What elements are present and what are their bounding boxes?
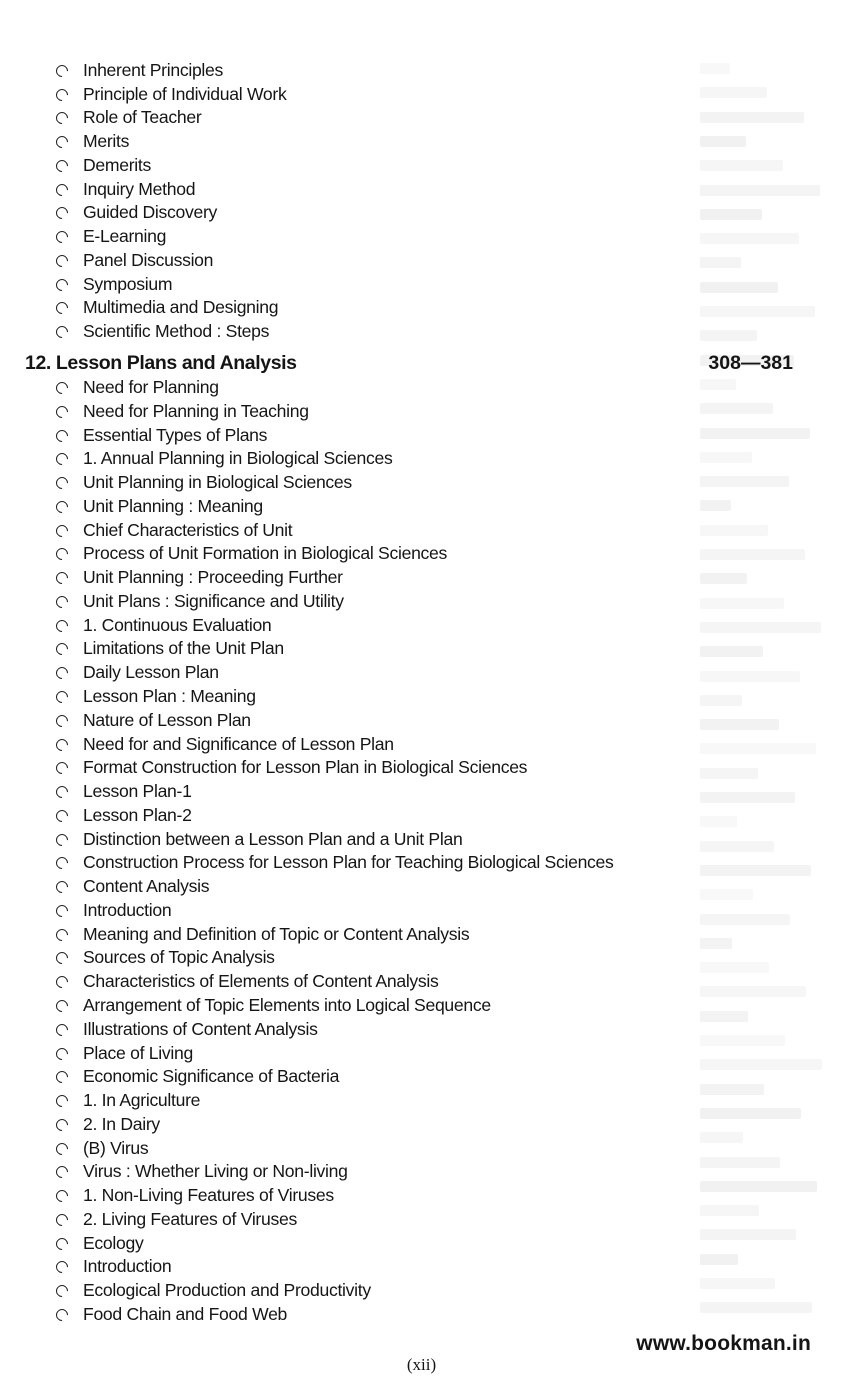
circle-bullet-icon bbox=[54, 831, 71, 848]
contents-item-label: Unit Plans : Significance and Utility bbox=[83, 590, 344, 611]
contents-item-label: Lesson Plan-2 bbox=[83, 804, 192, 825]
bleed-through-stroke bbox=[700, 136, 746, 147]
contents-item-label: 2. Living Features of Viruses bbox=[83, 1208, 297, 1229]
contents-item-label: Lesson Plan : Meaning bbox=[83, 686, 256, 706]
circle-bullet-icon bbox=[54, 593, 71, 610]
contents-item bbox=[56, 1208, 297, 1230]
circle-bullet-icon bbox=[54, 110, 71, 127]
circle-bullet-icon bbox=[54, 998, 71, 1015]
circle-bullet-icon bbox=[54, 689, 71, 706]
contents-item-label: Construction Process for Lesson Plan for Teaching Biological Sciences bbox=[83, 852, 614, 873]
contents-item-label: Essential Types of Plans bbox=[83, 424, 268, 445]
bleed-through-stroke bbox=[700, 233, 799, 244]
contents-item-label: Role of Teacher bbox=[83, 107, 202, 128]
contents-item bbox=[56, 400, 309, 422]
bleed-through-stroke bbox=[700, 112, 804, 123]
bleed-through-stroke bbox=[700, 865, 811, 876]
circle-bullet-icon bbox=[54, 427, 71, 444]
circle-bullet-icon bbox=[54, 229, 71, 246]
contents-item-label: Economic Significance of Bacteria bbox=[83, 1066, 340, 1087]
circle-bullet-icon bbox=[54, 1140, 71, 1157]
bleed-through-stroke bbox=[700, 1132, 743, 1143]
contents-item bbox=[56, 201, 217, 223]
bleed-through-stroke bbox=[700, 768, 758, 779]
contents-item bbox=[56, 661, 219, 683]
contents-item-label: Characteristics of Elements of Content Analysis bbox=[83, 971, 439, 992]
contents-item bbox=[56, 1042, 193, 1064]
contents-item-label: Sources of Topic Analysis bbox=[83, 947, 275, 968]
circle-bullet-icon bbox=[54, 1021, 71, 1038]
contents-item bbox=[56, 828, 462, 850]
circle-bullet-icon bbox=[54, 950, 71, 967]
contents-item-label: Merits bbox=[83, 131, 130, 152]
bleed-through-stroke bbox=[700, 1302, 812, 1313]
contents-item-label: Unit Planning : Proceeding Further bbox=[83, 567, 343, 588]
contents-item-label: Multimedia and Designing bbox=[83, 297, 279, 318]
contents-item-label: Limitations of the Unit Plan bbox=[83, 638, 284, 659]
bleed-through-stroke bbox=[700, 403, 773, 414]
contents-item bbox=[56, 154, 151, 176]
contents-item-label: Guided Discovery bbox=[83, 202, 218, 223]
contents-item-label: Meaning and Definition of Topic or Content Analysis bbox=[83, 923, 470, 944]
circle-bullet-icon bbox=[54, 205, 71, 222]
bleed-through-stroke bbox=[700, 63, 730, 74]
contents-item-label: Introduction bbox=[83, 1256, 172, 1277]
bleed-through-stroke bbox=[700, 1035, 785, 1046]
bleed-through-stroke bbox=[700, 500, 731, 511]
contents-item-label: Daily Lesson Plan bbox=[83, 662, 219, 683]
contents-item bbox=[56, 106, 201, 128]
page-number: (xii) bbox=[406, 1355, 437, 1374]
contents-item bbox=[56, 1065, 339, 1087]
bleed-through-stroke bbox=[700, 160, 783, 171]
bleed-through-stroke bbox=[700, 1059, 822, 1070]
contents-item-label: 1. In Agriculture bbox=[83, 1090, 201, 1111]
contents-item bbox=[56, 851, 614, 873]
contents-item bbox=[56, 376, 219, 398]
contents-item bbox=[56, 899, 171, 921]
circle-bullet-icon bbox=[54, 760, 71, 777]
bleed-through-stroke bbox=[700, 986, 806, 997]
contents-item-label: 1. Continuous Evaluation bbox=[83, 614, 272, 635]
bleed-through-stroke bbox=[700, 428, 810, 439]
contents-item-label: Nature of Lesson Plan bbox=[83, 709, 251, 730]
circle-bullet-icon bbox=[54, 1045, 71, 1062]
circle-bullet-icon bbox=[54, 157, 71, 174]
bleed-through-text bbox=[700, 55, 843, 1335]
bleed-through-stroke bbox=[700, 938, 732, 949]
bleed-through-stroke bbox=[700, 695, 742, 706]
circle-bullet-icon bbox=[54, 1164, 71, 1181]
contents-item-label: Food Chain and Food Web bbox=[83, 1304, 288, 1325]
contents-item bbox=[56, 83, 286, 105]
contents-item-label: 1. Non-Living Features of Viruses bbox=[83, 1185, 334, 1206]
bleed-through-stroke bbox=[700, 452, 752, 463]
circle-bullet-icon bbox=[54, 134, 71, 151]
contents-item bbox=[56, 1113, 160, 1135]
contents-item bbox=[56, 566, 343, 588]
contents-item-label: Place of Living bbox=[83, 1042, 193, 1063]
contents-item bbox=[56, 590, 344, 612]
bleed-through-stroke bbox=[700, 598, 784, 609]
circle-bullet-icon bbox=[54, 1188, 71, 1205]
contents-item bbox=[56, 320, 269, 342]
contents-item bbox=[56, 1303, 287, 1325]
circle-bullet-icon bbox=[54, 1259, 71, 1276]
contents-item bbox=[56, 923, 469, 945]
contents-item bbox=[56, 614, 271, 636]
bleed-through-stroke bbox=[700, 379, 736, 390]
circle-bullet-icon bbox=[54, 712, 71, 729]
contents-item bbox=[56, 946, 275, 968]
contents-item bbox=[56, 1184, 334, 1206]
circle-bullet-icon bbox=[54, 641, 71, 658]
contents-item-label: Need for and Significance of Lesson Plan bbox=[83, 733, 394, 754]
circle-bullet-icon bbox=[54, 403, 71, 420]
contents-item bbox=[56, 1279, 371, 1301]
contents-item bbox=[56, 1232, 144, 1254]
website-footer: www.bookman.in bbox=[636, 1332, 811, 1355]
contents-item bbox=[56, 804, 192, 826]
contents-item-label: 1. Annual Planning in Biological Sciences bbox=[83, 448, 393, 469]
contents-item-label: 2. In Dairy bbox=[83, 1113, 160, 1134]
contents-item-label: (B) Virus bbox=[83, 1137, 149, 1158]
contents-item bbox=[56, 780, 192, 802]
contents-item bbox=[56, 225, 166, 247]
contents-item bbox=[56, 471, 352, 493]
bleed-through-stroke bbox=[700, 1229, 796, 1240]
circle-bullet-icon bbox=[54, 926, 71, 943]
chapter-page-range: 308—381 bbox=[708, 352, 793, 374]
bleed-through-stroke bbox=[700, 719, 779, 730]
circle-bullet-icon bbox=[54, 879, 71, 896]
bleed-through-stroke bbox=[700, 962, 769, 973]
contents-item bbox=[56, 709, 251, 731]
contents-item bbox=[56, 756, 527, 778]
bleed-through-stroke bbox=[700, 306, 815, 317]
bleed-through-stroke bbox=[700, 549, 805, 560]
circle-bullet-icon bbox=[54, 1116, 71, 1133]
circle-bullet-icon bbox=[54, 498, 71, 515]
contents-item-label: Need for Planning bbox=[83, 377, 219, 397]
contents-item-label: Unit Planning in Biological Sciences bbox=[83, 472, 352, 493]
bleed-through-stroke bbox=[700, 816, 737, 827]
bleed-through-stroke bbox=[700, 1011, 748, 1022]
contents-item bbox=[56, 59, 223, 81]
contents-item bbox=[56, 178, 195, 200]
contents-item bbox=[56, 273, 172, 295]
circle-bullet-icon bbox=[54, 522, 71, 539]
contents-item bbox=[56, 1137, 148, 1159]
circle-bullet-icon bbox=[54, 1307, 71, 1324]
bleed-through-stroke bbox=[700, 622, 821, 633]
bleed-through-stroke bbox=[700, 209, 762, 220]
circle-bullet-icon bbox=[54, 1211, 71, 1228]
bleed-through-stroke bbox=[700, 330, 757, 341]
bleed-through-stroke bbox=[700, 1108, 801, 1119]
circle-bullet-icon bbox=[54, 300, 71, 317]
bleed-through-stroke bbox=[700, 282, 778, 293]
contents-item-label: Illustrations of Content Analysis bbox=[83, 1018, 318, 1039]
circle-bullet-icon bbox=[54, 546, 71, 563]
contents-item-label: Distinction between a Lesson Plan and a Unit Plan bbox=[83, 828, 463, 849]
contents-item bbox=[56, 875, 209, 897]
bleed-through-stroke bbox=[700, 525, 768, 536]
contents-item-label: Scientific Method : Steps bbox=[83, 321, 270, 342]
bleed-through-stroke bbox=[700, 1278, 775, 1289]
circle-bullet-icon bbox=[54, 807, 71, 824]
contents-item bbox=[56, 519, 292, 541]
contents-item-label: Virus : Whether Living or Non-living bbox=[83, 1161, 348, 1182]
circle-bullet-icon bbox=[54, 1283, 71, 1300]
contents-item bbox=[56, 542, 447, 564]
contents-item bbox=[56, 1160, 348, 1182]
contents-item bbox=[56, 1018, 318, 1040]
chapter-title: 12. Lesson Plans and Analysis bbox=[25, 352, 297, 374]
bleed-through-stroke bbox=[700, 476, 789, 487]
contents-item bbox=[56, 970, 439, 992]
contents-item-label: Chief Characteristics of Unit bbox=[83, 519, 293, 540]
bleed-through-stroke bbox=[700, 841, 774, 852]
bleed-through-stroke bbox=[700, 1254, 738, 1265]
contents-item-label: Process of Unit Formation in Biological Sciences bbox=[83, 543, 448, 564]
contents-item-label: E-Learning bbox=[83, 226, 167, 247]
circle-bullet-icon bbox=[54, 974, 71, 991]
circle-bullet-icon bbox=[54, 181, 71, 198]
bleed-through-stroke bbox=[700, 1157, 780, 1168]
bleed-through-stroke bbox=[700, 792, 795, 803]
contents-item-label: Inherent Principles bbox=[83, 60, 224, 80]
circle-bullet-icon bbox=[54, 665, 71, 682]
bleed-through-stroke bbox=[700, 1084, 764, 1095]
contents-item-label: Principle of Individual Work bbox=[83, 83, 287, 104]
contents-item bbox=[56, 685, 256, 707]
contents-item bbox=[56, 994, 491, 1016]
circle-bullet-icon bbox=[54, 902, 71, 919]
circle-bullet-icon bbox=[54, 252, 71, 269]
contents-item-label: Content Analysis bbox=[83, 876, 210, 897]
contents-item bbox=[56, 296, 278, 318]
circle-bullet-icon bbox=[54, 855, 71, 872]
bleed-through-stroke bbox=[700, 573, 747, 584]
contents-item-label: Format Construction for Lesson Plan in Biological Sciences bbox=[83, 757, 528, 778]
contents-item bbox=[56, 249, 213, 271]
contents-item-label: Symposium bbox=[83, 273, 173, 294]
contents-item bbox=[56, 495, 263, 517]
contents-item bbox=[56, 447, 393, 469]
contents-item-label: Inquiry Method bbox=[83, 178, 196, 199]
circle-bullet-icon bbox=[54, 1093, 71, 1110]
contents-item bbox=[56, 1255, 171, 1277]
contents-item-label: Arrangement of Topic Elements into Logical Sequence bbox=[83, 995, 491, 1016]
circle-bullet-icon bbox=[54, 451, 71, 468]
contents-item-label: Introduction bbox=[83, 899, 172, 920]
contents-item-label: Demerits bbox=[83, 154, 151, 175]
circle-bullet-icon bbox=[54, 86, 71, 103]
circle-bullet-icon bbox=[54, 617, 71, 634]
bleed-through-stroke bbox=[700, 257, 741, 268]
contents-item-label: Lesson Plan-1 bbox=[83, 781, 192, 802]
circle-bullet-icon bbox=[54, 570, 71, 587]
contents-item bbox=[56, 424, 267, 446]
contents-item bbox=[56, 637, 284, 659]
bleed-through-stroke bbox=[700, 889, 753, 900]
contents-item bbox=[56, 130, 129, 152]
bleed-through-stroke bbox=[700, 185, 820, 196]
circle-bullet-icon bbox=[54, 276, 71, 293]
circle-bullet-icon bbox=[54, 475, 71, 492]
bleed-through-stroke bbox=[700, 914, 790, 925]
circle-bullet-icon bbox=[54, 1235, 71, 1252]
bleed-through-stroke bbox=[700, 1205, 759, 1216]
contents-item-label: Ecology bbox=[83, 1232, 144, 1253]
contents-item bbox=[56, 1089, 200, 1111]
bleed-through-stroke bbox=[700, 1181, 817, 1192]
circle-bullet-icon bbox=[54, 1069, 71, 1086]
contents-item bbox=[56, 733, 394, 755]
circle-bullet-icon bbox=[54, 324, 71, 341]
contents-item-label: Need for Planning in Teaching bbox=[83, 400, 309, 421]
contents-item-label: Ecological Production and Productivity bbox=[83, 1280, 371, 1301]
circle-bullet-icon bbox=[54, 736, 71, 753]
bleed-through-stroke bbox=[700, 671, 800, 682]
circle-bullet-icon bbox=[54, 380, 71, 397]
circle-bullet-icon bbox=[54, 63, 71, 80]
bleed-through-stroke bbox=[700, 87, 767, 98]
bleed-through-stroke bbox=[700, 743, 816, 754]
circle-bullet-icon bbox=[54, 784, 71, 801]
contents-item-label: Unit Planning : Meaning bbox=[83, 495, 263, 516]
contents-item-label: Panel Discussion bbox=[83, 249, 214, 270]
bleed-through-stroke bbox=[700, 646, 763, 657]
